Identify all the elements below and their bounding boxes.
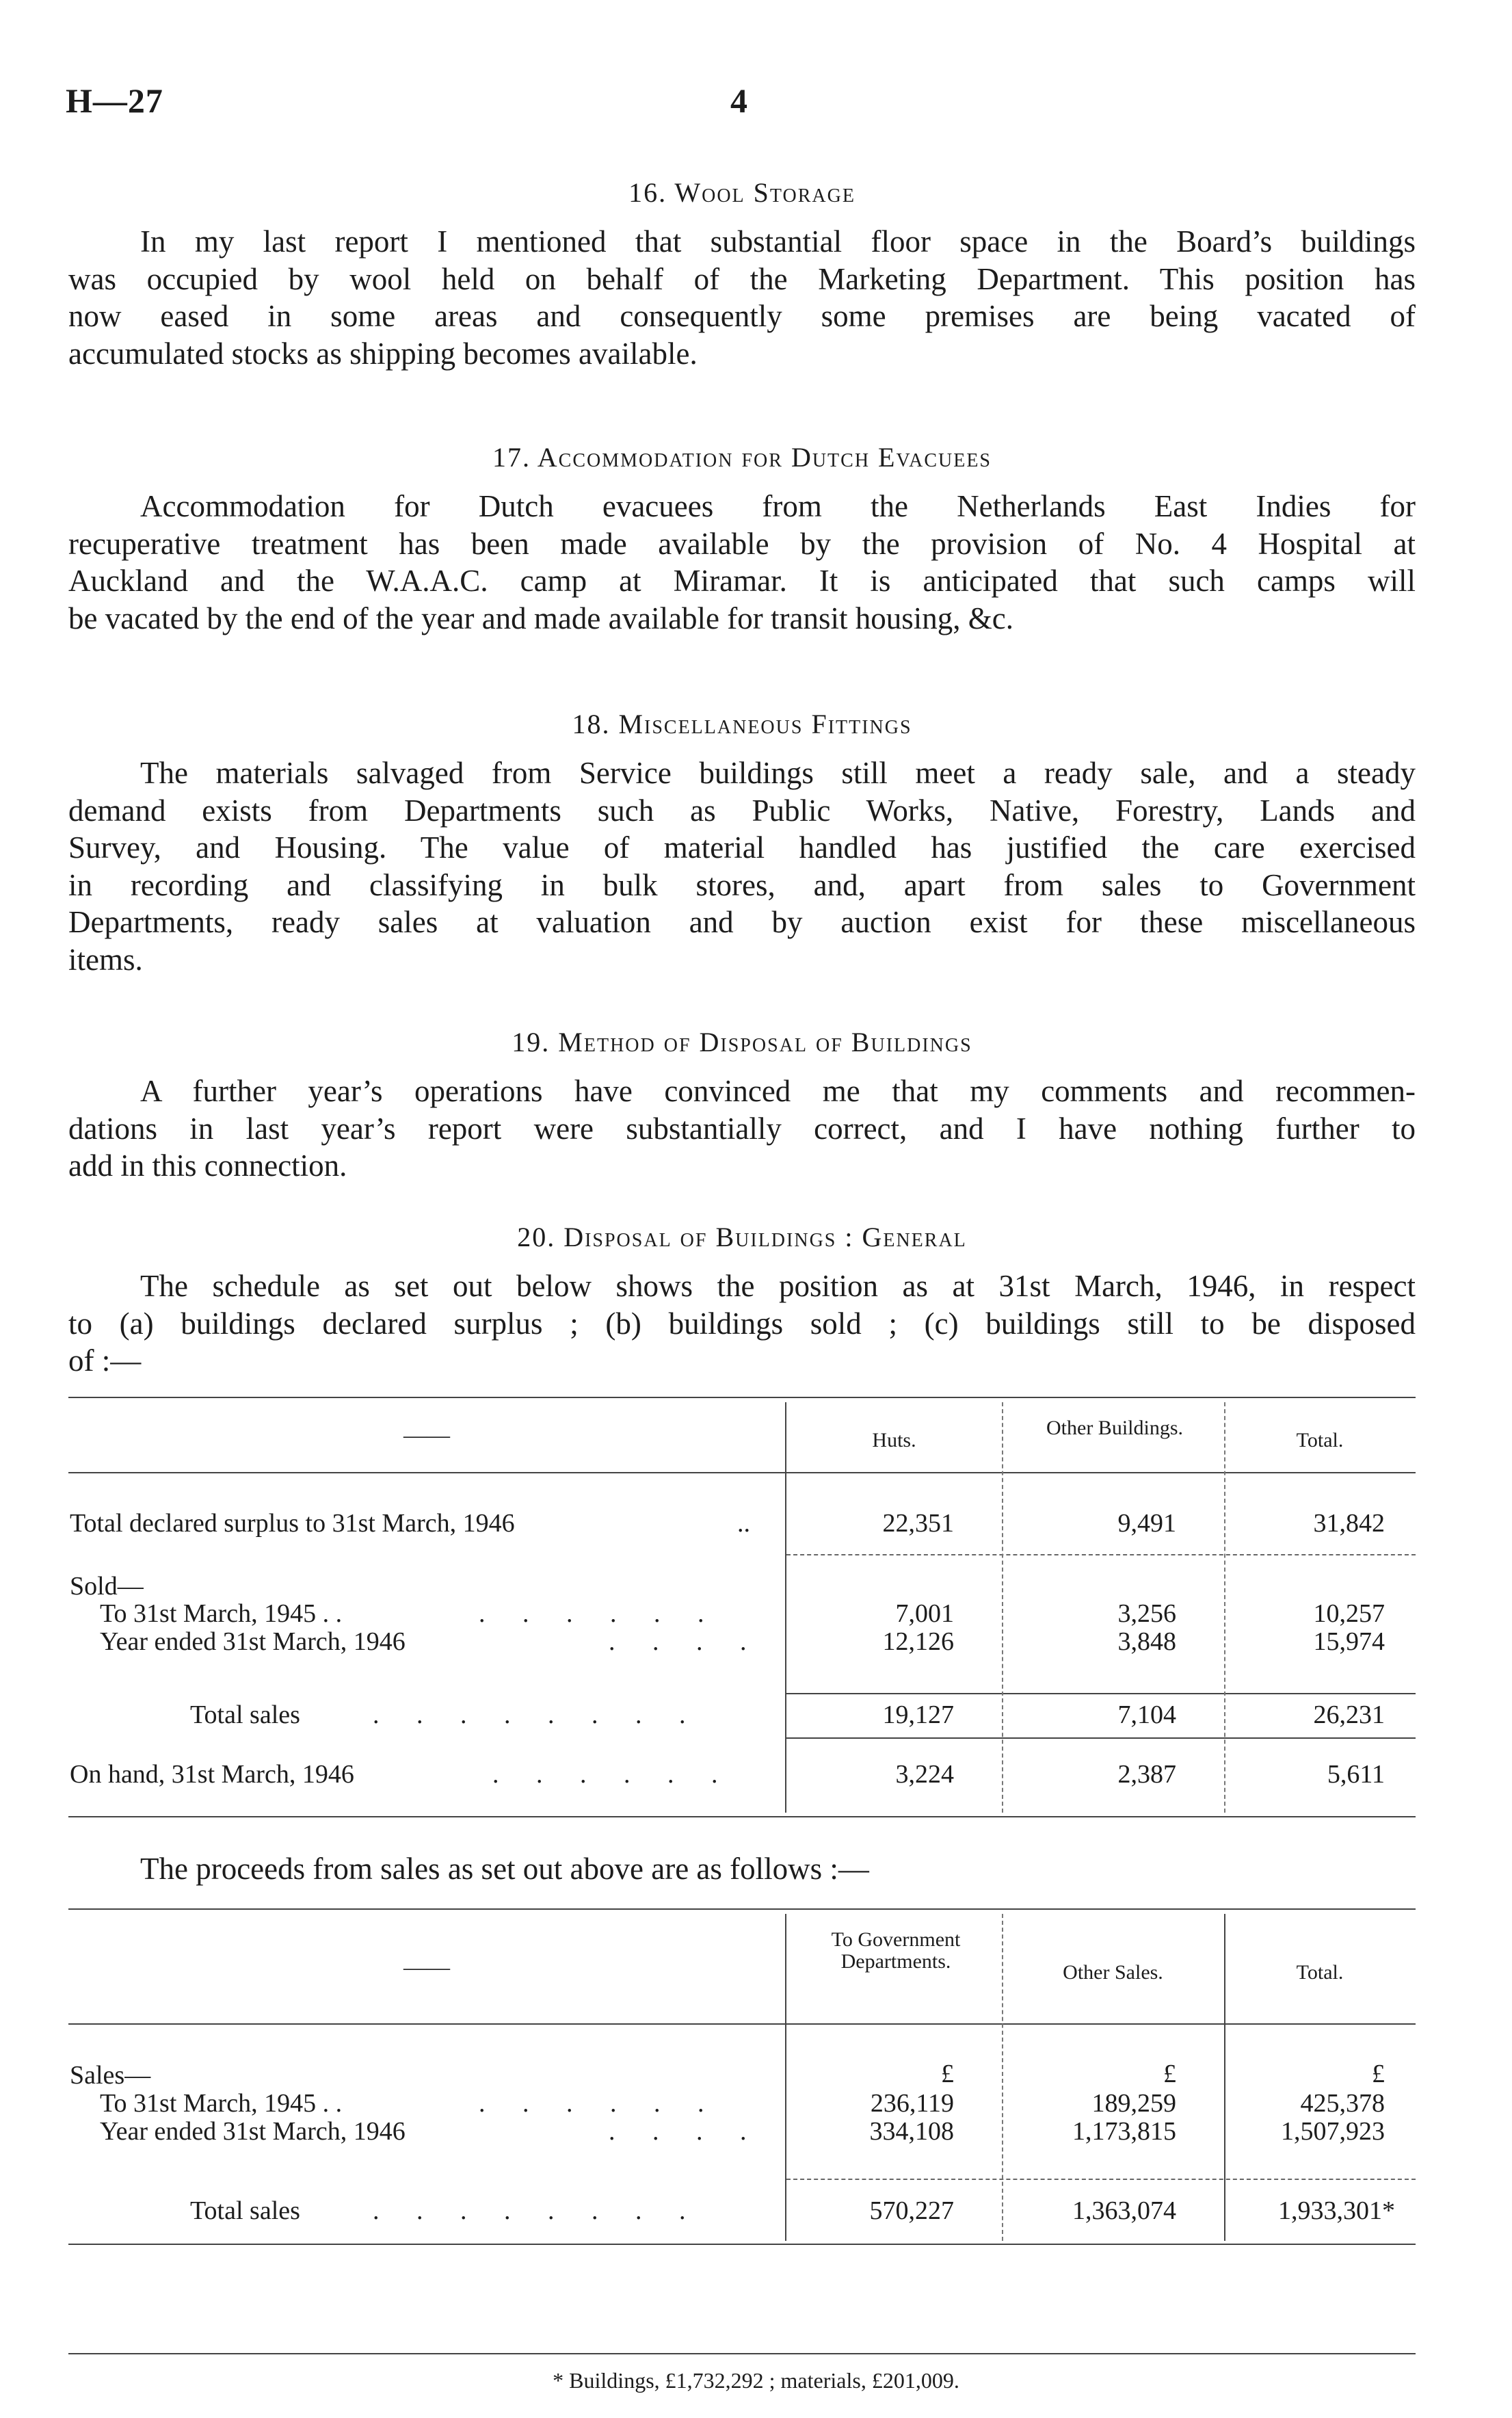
paragraph-line: A further year’s operations have convinced me that my comments and recommen- (140, 1074, 1416, 1108)
section-heading-misc-fittings: 18. Miscellaneous Fittings (572, 709, 912, 739)
currency-symbol: £ (1163, 2060, 1176, 2088)
section-paragraph-misc-fittings (68, 754, 1416, 978)
row-label-total-sales: Total sales (190, 1700, 300, 1729)
section-paragraph-disposal-general (68, 1267, 1416, 1380)
cell-declared-huts: 22,351 (882, 1509, 954, 1538)
cell-to-1945-other: 189,259 (1091, 2089, 1176, 2118)
leader-dots: . . . . (609, 1627, 747, 1656)
row-label-sold: Sold— (70, 1572, 144, 1601)
cell-year-1946-other: 1,173,815 (1072, 2117, 1176, 2146)
paragraph-line: in recording and classifying in bulk stores, and, apart from sales to Government (68, 867, 1416, 902)
paragraph-line: now eased in some areas and consequently some premises are being vacated of (68, 299, 1416, 333)
table-rule (68, 2244, 1416, 2245)
table-rule (786, 2179, 1416, 2180)
row-label-on-hand: On hand, 31st March, 1946 (70, 1760, 354, 1789)
footnote-rule (68, 2353, 1416, 2354)
section-paragraph-wool-storage (68, 223, 1416, 372)
cell-to-1945-total: 425,378 (1300, 2089, 1385, 2118)
row-label-to-1945: To 31st March, 1945 . . (100, 2089, 343, 2118)
paragraph-line: Accommodation for Dutch evacuees from the Netherlands East Indies for (140, 489, 1416, 523)
column-header-total: Total. (1296, 1961, 1344, 1984)
cell-total-sales-huts: 19,127 (882, 1700, 954, 1729)
leader-dots: . . . . . . (479, 1599, 704, 1628)
cell-total-sales-total: 26,231 (1313, 1700, 1385, 1729)
cell-to-1945-other: 3,256 (1117, 1599, 1176, 1628)
cell-year-1946-govt: 334,108 (869, 2117, 954, 2146)
section-heading-method-disposal: 19. Method of Disposal of Buildings (512, 1027, 972, 1057)
table-rule (68, 1816, 1416, 1817)
currency-symbol: £ (1372, 2060, 1385, 2088)
proceeds-intro (68, 1850, 1416, 1888)
row-label-total-sales: Total sales (190, 2196, 300, 2225)
table-rule (68, 1908, 1416, 1910)
section-heading-disposal-general: 20. Disposal of Buildings : General (517, 1222, 967, 1252)
paragraph-line: of :— (68, 1343, 142, 1378)
section-paragraph-dutch-evacuees (68, 488, 1416, 637)
cell-on-hand-other: 2,387 (1117, 1760, 1176, 1789)
cell-to-1945-total: 10,257 (1313, 1599, 1385, 1628)
column-header-huts: Huts. (872, 1429, 916, 1451)
section-paragraph-method-disposal (68, 1073, 1416, 1185)
table-rule (786, 1693, 1416, 1694)
leader-dots: . . . . . . . . (373, 2196, 686, 2225)
table-rule (786, 1737, 1416, 1739)
cell-to-1945-govt: 236,119 (870, 2089, 954, 2118)
cell-year-1946-total: 15,974 (1313, 1627, 1385, 1656)
cell-total-sales-govt: 570,227 (869, 2196, 954, 2225)
cell-year-1946-huts: 12,126 (882, 1627, 954, 1656)
row-label-to-1945: To 31st March, 1945 . . (100, 1599, 343, 1628)
cell-year-1946-other: 3,848 (1117, 1627, 1176, 1656)
cell-to-1945-huts: 7,001 (895, 1599, 954, 1628)
paragraph-line: The schedule as set out below shows the position as at 31st March, 1946, in respect (140, 1269, 1416, 1303)
paragraph-line: Survey, and Housing. The value of material handled has justified the care exercised (68, 830, 1416, 865)
paragraph-line: items. (68, 942, 143, 977)
row-label-declared-surplus: Total declared surplus to 31st March, 1946 (70, 1509, 515, 1538)
cell-total-sales-other: 1,363,074 (1072, 2196, 1176, 2225)
paragraph-line: dations in last year’s report were substantially correct, and I have nothing further to (68, 1111, 1416, 1146)
paragraph-line: add in this connection. (68, 1148, 347, 1183)
row-label-year-1946: Year ended 31st March, 1946 (100, 2117, 406, 2146)
column-header-blank: —— (403, 1955, 450, 1980)
column-header-other-buildings: Other Buildings. (1046, 1417, 1183, 1439)
cell-total-sales-other: 7,104 (1117, 1700, 1176, 1729)
section-heading-wool-storage: 16. Wool Storage (628, 177, 856, 208)
currency-symbol: £ (941, 2060, 954, 2088)
paragraph-line: Departments, ready sales at valuation and by auction exist for these miscellaneous (68, 905, 1416, 939)
leader-dots: . . . . . . (492, 1760, 718, 1789)
row-label-sales: Sales— (70, 2061, 151, 2090)
paragraph-line: to (a) buildings declared surplus ; (b) buildings sold ; (c) buildings still to be disposed (68, 1306, 1416, 1341)
leader-dots: . . . . (609, 2117, 747, 2146)
paragraph-line: be vacated by the end of the year and made available for transit housing, &c. (68, 601, 1013, 635)
footnote: * Buildings, £1,732,292 ; materials, £201,009. (553, 2368, 959, 2393)
cell-on-hand-huts: 3,224 (895, 1760, 954, 1789)
paragraph-line: was occupied by wool held on behalf of the Marketing Department. This position has (68, 261, 1416, 296)
paragraph-line: Auckland and the W.A.A.C. camp at Miramar. It is anticipated that such camps will (68, 564, 1416, 598)
column-header-other-sales: Other Sales. (1063, 1961, 1163, 1984)
column-header-total: Total. (1296, 1429, 1344, 1451)
paragraph-line: In my last report I mentioned that substantial floor space in the Board’s buildings (140, 224, 1416, 259)
paragraph-line: The materials salvaged from Service buildings still meet a ready sale, and a steady (140, 756, 1416, 790)
leader-dots: . . . . . . (479, 2089, 704, 2118)
cell-declared-total: 31,842 (1313, 1509, 1385, 1538)
section-heading-dutch-evacuees: 17. Accommodation for Dutch Evacuees (492, 442, 992, 473)
cell-on-hand-total: 5,611 (1327, 1760, 1385, 1789)
table-rule (786, 1554, 1416, 1555)
document-code: H—27 (66, 81, 163, 120)
leader-dots: . . . . . . . . (373, 1700, 686, 1729)
column-header-blank: —— (403, 1423, 450, 1448)
page-number: 4 (730, 81, 747, 120)
row-label-year-1946: Year ended 31st March, 1946 (100, 1627, 406, 1656)
paragraph-line: demand exists from Departments such as Public Works, Native, Forestry, Lands and (68, 793, 1416, 828)
paragraph-line: accumulated stocks as shipping becomes available. (68, 336, 698, 371)
leader-dots: .. (737, 1509, 750, 1538)
paragraph-line: recuperative treatment has been made available by the provision of No. 4 Hospital at (68, 526, 1416, 561)
paragraph-line: The proceeds from sales as set out above are as follows :— (140, 1852, 869, 1886)
column-header-govt-departments: To Government Departments. (831, 1928, 961, 1973)
cell-declared-other: 9,491 (1117, 1509, 1176, 1538)
table-rule (68, 2023, 1416, 2025)
table-rule (68, 1472, 1416, 1473)
table-rule (68, 1397, 1416, 1398)
cell-year-1946-total: 1,507,923 (1281, 2117, 1385, 2146)
cell-total-sales-total: 1,933,301* (1278, 2196, 1395, 2225)
